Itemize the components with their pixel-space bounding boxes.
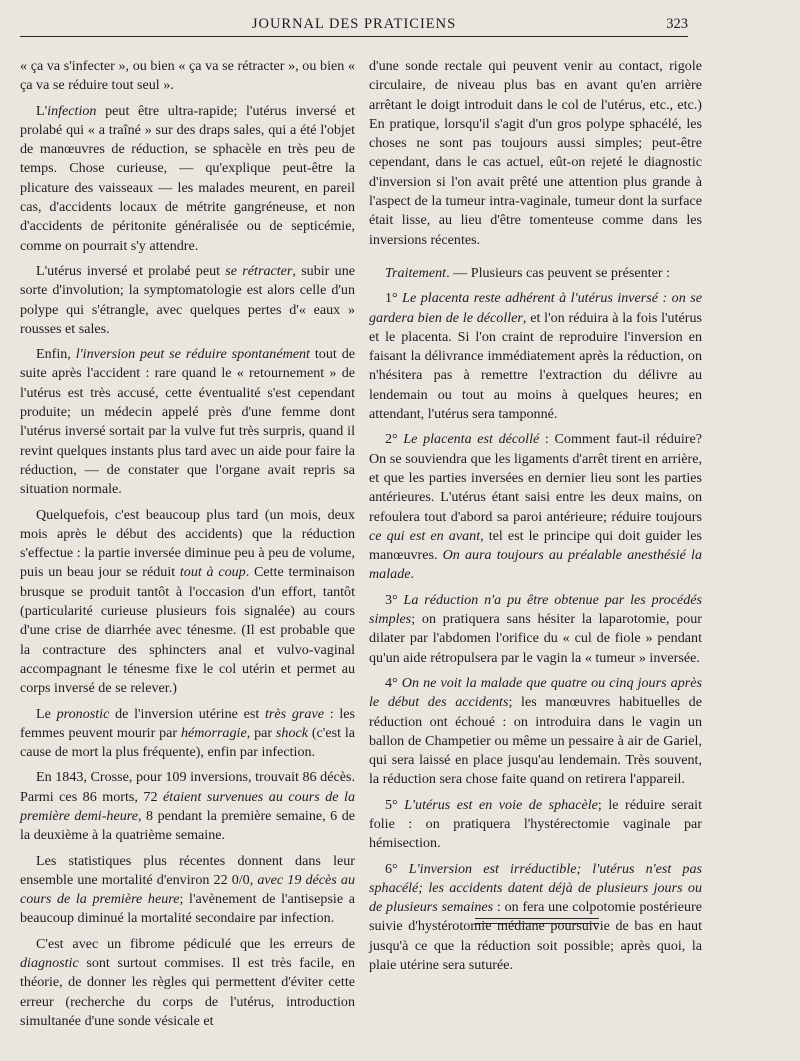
- section-heading-traitement: Traitement. — Plusieurs cas peuvent se présenter :: [385, 264, 670, 281]
- list-item: 4° On ne voit la malade que quatre ou cinq jours après le début des accidents; les manœuvres habituelles de réduction ont échoué : on introduira dans le vagin un ballon de Champetier ou même un pessaire à air de Gariel, qui sera laissé en place jusqu'au lendemain. Très souvent, la réduction sera chose faite quand on retirera l'appareil.: [369, 674, 702, 788]
- page-number: 323: [666, 16, 688, 32]
- running-header: [20, 12, 688, 37]
- paragraph: Enfin, l'inversion peut se réduire spontanément tout de suite après l'accident : rare quand le « retournement » de l'utérus est très accusé, cette éventualité s'est cependant produite; un médecin appelé près d'une femme dont l'utérus inversé sortait par la vulve fut très surpris, quand il revint quelques instants plus tard avec un aide pour faire la réduction, — de constater que l'organe avait repris sa situation normale.: [20, 346, 355, 498]
- right-column: [369, 57, 702, 981]
- list-item: 2° Le placenta est décollé : Comment faut-il réduire? On se souviendra que les ligaments d'arrêt tirent en arrière, et que les parties inversées en dernier lieu sont les parties antérieures. L'utérus étant saisi entre les deux mains, on refoulera tout d'abord sa paroi antérieure; réduire toujours ce qui est en avant, tel est le principe qui doit guider les manœuvres. On aura toujours au préalable anesthésié la malade.: [369, 431, 702, 583]
- paragraph: Les statistiques plus récentes donnent dans leur ensemble une mortalité d'environ 22 0/0, avec 19 décès au cours de la première heure; l'avènement de l'antisepsie a beaucoup diminué la mortalité secondaire par infection.: [20, 852, 355, 927]
- paragraph: L'utérus inversé et prolabé peut se rétracter, subir une sorte d'involution; la symptomatologie est alors celle d'un polype qui s'étrangle, avec quelques pertes d'« eaux » rousses et sales.: [20, 262, 355, 337]
- paragraph: « ça va s'infecter », ou bien « ça va se rétracter », ou bien « ça va se réduire tout seul ».: [20, 58, 355, 94]
- paragraph: En 1843, Crosse, pour 109 inversions, trouvait 86 décès. Parmi ces 86 morts, 72 étaient survenues au cours de la première demi-heure, 8 pendant la première semaine, 6 de la deuxième à la quatrième semaine.: [20, 769, 355, 844]
- list-item: 1° Le placenta reste adhérent à l'utérus inversé : on se gardera bien de le décoller, et l'on réduira à la fois l'utérus et le placenta. Si l'on craint de reproduire l'inversion en faisant la délivrance immédiatement après la réduction, on n'hésitera pas à remettre l'extraction du délivre au lendemain ou tout au moins à quelques heures; en attendant, l'utérus sera tamponné.: [369, 290, 702, 423]
- list-item: 3° La réduction n'a pu être obtenue par les procédés simples; on pratiquera sans hésiter la laparotomie, pour dilater par l'abdomen l'orifice du « cul de fiole » pendant qu'un aide rétropulsera par le vagin la « tumeur » inversée.: [369, 591, 702, 666]
- left-column: [20, 57, 355, 1037]
- section-end-rule: [475, 918, 599, 924]
- paragraph: L'infection peut être ultra-rapide; l'utérus inversé et prolabé qui « a traîné » sur des draps sales, qui a été l'objet de manœuvres de réduction, se sphacèle en très peu de temps. Chose curieuse, — qu'explique peut-être la plicature des vaisseaux — les malades meurent, en pareil cas, d'accidents locaux de métrite gangréneuse, et non d'accidents de péritonite généralisée ou de septicémie, comme on pourrait s'y attendre.: [20, 102, 355, 254]
- paragraph: Le pronostic de l'inversion utérine est très grave : les femmes peuvent mourir par hémorragie, par shock (c'est la cause de mort la plus fréquente), enfin par infection.: [20, 705, 356, 761]
- list-item: 5° L'utérus est en voie de sphacèle; le réduire serait folie : on pratiquera l'hystérectomie vaginale par hémisection.: [369, 796, 702, 852]
- list-item: 6° L'inversion est irréductible; l'utérus n'est pas sphacélé; les accidents datent déjà de plusieurs jours ou de plusieurs semaines : on fera une colpotomie postérieure suivie d'hystérotomie médiane poursuivie de bas en haut jusqu'à ce que la réduction soit possible; après quoi, la plaie utérine sera suturée.: [369, 860, 702, 974]
- paragraph: Quelquefois, c'est beaucoup plus tard (un mois, deux mois après le début des accidents) que la réduction s'effectue : la partie inversée diminue peu à peu de volume, puis un beau jour se réduit tout à coup. Cette terminaison brusque se produit tantôt à l'occasion d'un effort, tantôt (particularité curieuse plusieurs fois signalée) au cours d'une crise de diarrhée avec ténesme. (Il est probable que la contracture des sphincters anal et vulvo-vaginal accompagnant le ténesme fixe le col utérin et permet au corps inversé de se relever.): [20, 506, 355, 697]
- paragraph: C'est avec un fibrome pédiculé que les erreurs de diagnostic sont surtout commises. Il est très facile, en théorie, de donner les règles qui permettent d'éviter cette erreur (recherche du corps de l'utérus, introduction simultanée d'une sonde vésicale et: [20, 935, 355, 1029]
- paragraph: d'une sonde rectale qui peuvent venir au contact, rigole circulaire, de niveau plus bas en avant qu'en arrière arrêtant le doigt introduit dans le col de l'utérus, etc., etc.) En pratique, lorsqu'il s'agit d'un gros polype sphacélé, les choses ne sont pas toujours aussi simples; peut-être cependant, dans le cas actuel, eût-on rejeté le diagnostic d'inversion si l'on avait prêté une attention plus grande à l'aspect de la tumeur intra-vaginale, tumeur dont la surface était lisse, au lieu d'être tomenteuse comme dans les inversions récentes.: [369, 58, 702, 248]
- journal-title: JOURNAL DES PRATICIENS: [251, 16, 457, 32]
